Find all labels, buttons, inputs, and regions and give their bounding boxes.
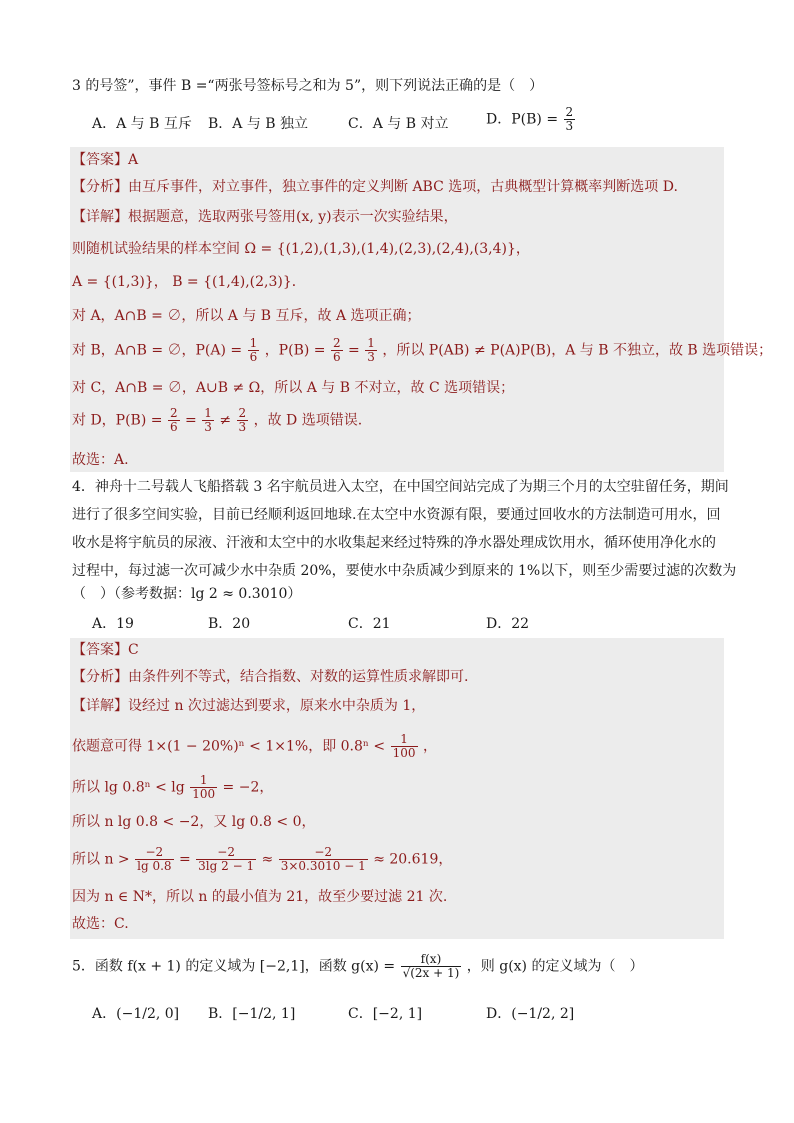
option-label: A． xyxy=(92,616,117,632)
fraction xyxy=(365,337,377,364)
frac-den: 3 xyxy=(204,420,212,434)
q4-stem-line5: （ ）（参考数据：lg 2 ≈ 0.3010） xyxy=(72,586,302,602)
option-text: A 与 B 互斥 xyxy=(116,116,192,132)
option-label: A． xyxy=(92,116,117,132)
q4-detail-line2 xyxy=(72,733,437,760)
frac-num: 2 xyxy=(332,336,341,350)
q4-answer xyxy=(72,640,139,660)
q3-analysis xyxy=(72,177,678,197)
text-seg: ，所以 P(AB) ≠ P(A)P(B)，A 与 B 不独立，故 B 选项错误； xyxy=(382,342,773,359)
q4-option-c xyxy=(348,614,391,634)
option-text: [−2, 1] xyxy=(372,1006,423,1022)
q4-option-a xyxy=(92,614,134,634)
frac-num: 1 xyxy=(204,406,212,420)
q3-option-c xyxy=(348,114,448,134)
q3-detail-line5 xyxy=(72,337,772,364)
option-text: (−1/2, 2] xyxy=(511,1006,575,1022)
answer-tag: 【答案】 xyxy=(72,642,128,658)
frac-den: 6 xyxy=(332,350,341,364)
frac-den: lg 0.8 xyxy=(137,859,172,873)
frac-num: −2 xyxy=(196,846,256,860)
frac-den: 3 xyxy=(565,119,574,133)
q3-answer xyxy=(72,150,138,170)
option-label: D． xyxy=(486,1006,512,1022)
q3-option-d xyxy=(486,106,576,133)
analysis-tag: 【分析】 xyxy=(72,179,128,195)
frac-num: 1 xyxy=(249,336,258,350)
fraction xyxy=(401,953,462,980)
frac-den: 3 xyxy=(238,420,247,434)
text-seg: = xyxy=(178,851,191,868)
option-label: B． xyxy=(208,116,233,132)
q4-option-b xyxy=(208,614,250,634)
frac-den: 3×0.3010 − 1 xyxy=(280,859,366,873)
q3-detail-line3: A = {(1,3)}， B = {(1,4),(2,3)}． xyxy=(72,274,306,290)
frac-num: 2 xyxy=(238,406,247,420)
q5-option-d xyxy=(486,1004,574,1024)
q4-detail-line3 xyxy=(72,774,273,801)
fraction xyxy=(391,733,418,760)
fraction xyxy=(248,337,260,364)
analysis-tag: 【分析】 xyxy=(72,669,128,685)
q3-choose: 故选：A. xyxy=(72,452,129,468)
frac-den: 100 xyxy=(192,787,216,801)
detail-tag: 【详解】 xyxy=(72,209,128,225)
text-seg: ≈ 20.619， xyxy=(373,851,453,868)
q4-stem-line2: 进行了很多空间实验，目前已经顺利返回地球.在太空中水资源有限，要通过回收水的方法制造可用水，回 xyxy=(72,507,721,523)
text-seg: 依题意可得 1×(1 − 20%)ⁿ < 1×1%，即 0.8ⁿ < xyxy=(72,738,386,755)
text-seg: = −2， xyxy=(222,779,274,796)
q3-detail-line4: 对 A，A∩B = ∅，所以 A 与 B 互斥，故 A 选项正确； xyxy=(72,308,421,324)
fraction xyxy=(331,337,343,364)
frac-num: 1 xyxy=(367,336,375,350)
option-label: C． xyxy=(348,1006,373,1022)
q4-detail-line6: 因为 n ∈ N*，所以 n 的最小值为 21，故至少要过滤 21 次. xyxy=(72,889,448,905)
frac-den: √(2x + 1) xyxy=(402,966,460,980)
fraction xyxy=(135,846,173,873)
text-seg: ≈ xyxy=(261,851,274,868)
detail-text: 设经过 n 次过滤达到要求，原来水中杂质为 1， xyxy=(128,698,426,714)
q3-option-a xyxy=(92,114,192,134)
analysis-text: 由条件列不等式，结合指数、对数的运算性质求解即可. xyxy=(128,669,469,685)
option-text: (−1/2, 0] xyxy=(116,1006,180,1022)
text-seg: = xyxy=(185,412,197,429)
q3-option-b xyxy=(208,114,308,134)
text-seg: ，则 g(x) 的定义域为（ ） xyxy=(466,958,644,975)
text-seg: 5．函数 f(x + 1) 的定义域为 [−2,1]，函数 g(x) = xyxy=(72,958,396,975)
q5-option-c xyxy=(348,1004,422,1024)
answer-tag: 【答案】 xyxy=(72,152,128,168)
frac-den: 3lg 2 − 1 xyxy=(198,859,255,873)
text-seg: ，P(B) = xyxy=(264,342,326,359)
frac-num: 1 xyxy=(190,774,217,788)
option-text: 20 xyxy=(232,616,251,632)
q3-detail-line2: 则随机试验结果的样本空间 Ω = {(1,2),(1,3),(1,4),(2,3),(2,4),(3,4)}， xyxy=(72,241,530,257)
text-seg: = xyxy=(348,342,360,359)
frac-den: 3 xyxy=(367,350,375,364)
text-seg: ，故 D 选项错误. xyxy=(253,412,363,429)
option-label: B． xyxy=(208,1006,233,1022)
q4-detail-line1 xyxy=(72,696,425,716)
fraction xyxy=(196,846,256,873)
frac-den: 100 xyxy=(392,746,416,760)
frac-den: 6 xyxy=(249,350,258,364)
q5-option-b xyxy=(208,1004,295,1024)
q5-stem xyxy=(72,953,643,980)
fraction xyxy=(279,846,368,873)
option-text: 22 xyxy=(511,616,530,632)
frac-den: 6 xyxy=(169,420,178,434)
detail-tag: 【详解】 xyxy=(72,698,128,714)
q4-stem-line4: 过程中，每过滤一次可减少水中杂质 20%，要使水中杂质减少到原来的 1%以下，则至少需要过滤的次数为 xyxy=(72,563,737,579)
q4-choose: 故选：C. xyxy=(72,916,129,932)
option-text: A 与 B 对立 xyxy=(372,116,449,132)
option-label: D． xyxy=(486,616,512,632)
text-seg: 对 D，P(B) = xyxy=(72,412,163,429)
q4-option-d xyxy=(486,614,529,634)
option-label: C． xyxy=(348,116,373,132)
option-label: B． xyxy=(208,616,233,632)
text-seg: 所以 n > xyxy=(72,851,130,868)
q3-stem-tail: 3 的号签”，事件 B =“两张号签标号之和为 5”，则下列说法正确的是（ ） xyxy=(72,78,544,94)
frac-num: 2 xyxy=(169,406,178,420)
frac-num: −2 xyxy=(135,846,173,860)
option-text: P(B) = xyxy=(511,111,559,128)
fraction xyxy=(202,407,214,434)
text-seg: ≠ xyxy=(219,412,232,429)
q3-detail-line7 xyxy=(72,407,362,434)
option-text: A 与 B 独立 xyxy=(232,116,309,132)
option-label: D． xyxy=(486,111,512,128)
q4-analysis xyxy=(72,667,468,687)
text-seg: 对 B，A∩B = ∅，P(A) = xyxy=(72,342,243,359)
q3-detail-line1 xyxy=(72,207,458,227)
option-text: 21 xyxy=(372,616,391,632)
option-label: A． xyxy=(92,1006,117,1022)
frac-num: f(x) xyxy=(401,953,462,967)
q4-stem-line3: 收水是将宇航员的尿液、汗液和太空中的水收集起来经过特殊的净水器处理成饮用水，循环使用净化水的 xyxy=(72,535,716,551)
q3-detail-line6: 对 C，A∩B = ∅，A∪B ≠ Ω，所以 A 与 B 不对立，故 C 选项错误； xyxy=(72,380,515,396)
text-seg: 所以 lg 0.8ⁿ < lg xyxy=(72,779,185,796)
analysis-text: 由互斥事件，对立事件，独立事件的定义判断 ABC 选项，古典概型计算概率判断选项 D. xyxy=(128,179,678,195)
answer-text: C xyxy=(128,642,139,658)
q4-detail-line5 xyxy=(72,846,452,873)
q4-detail-line4: 所以 n lg 0.8 < −2，又 lg 0.8 < 0， xyxy=(72,814,316,830)
option-d-fraction xyxy=(564,106,576,133)
option-text: 19 xyxy=(116,616,134,632)
detail-text: 根据题意，选取两张号签用(x, y)表示一次实验结果， xyxy=(128,209,458,225)
fraction xyxy=(237,407,249,434)
fraction xyxy=(190,774,217,801)
frac-num: 2 xyxy=(565,105,574,119)
option-text: [−1/2, 1] xyxy=(232,1006,296,1022)
frac-num: −2 xyxy=(279,846,368,860)
q4-stem-line1: 4．神舟十二号载人飞船搭载 3 名宇航员进入太空，在中国空间站完成了为期三个月的太空驻留任务，期间 xyxy=(72,479,729,495)
option-label: C． xyxy=(348,616,373,632)
answer-text: A xyxy=(128,152,139,168)
text-seg: ， xyxy=(422,738,437,755)
frac-num: 1 xyxy=(391,733,418,747)
fraction xyxy=(168,407,180,434)
q5-option-a xyxy=(92,1004,179,1024)
